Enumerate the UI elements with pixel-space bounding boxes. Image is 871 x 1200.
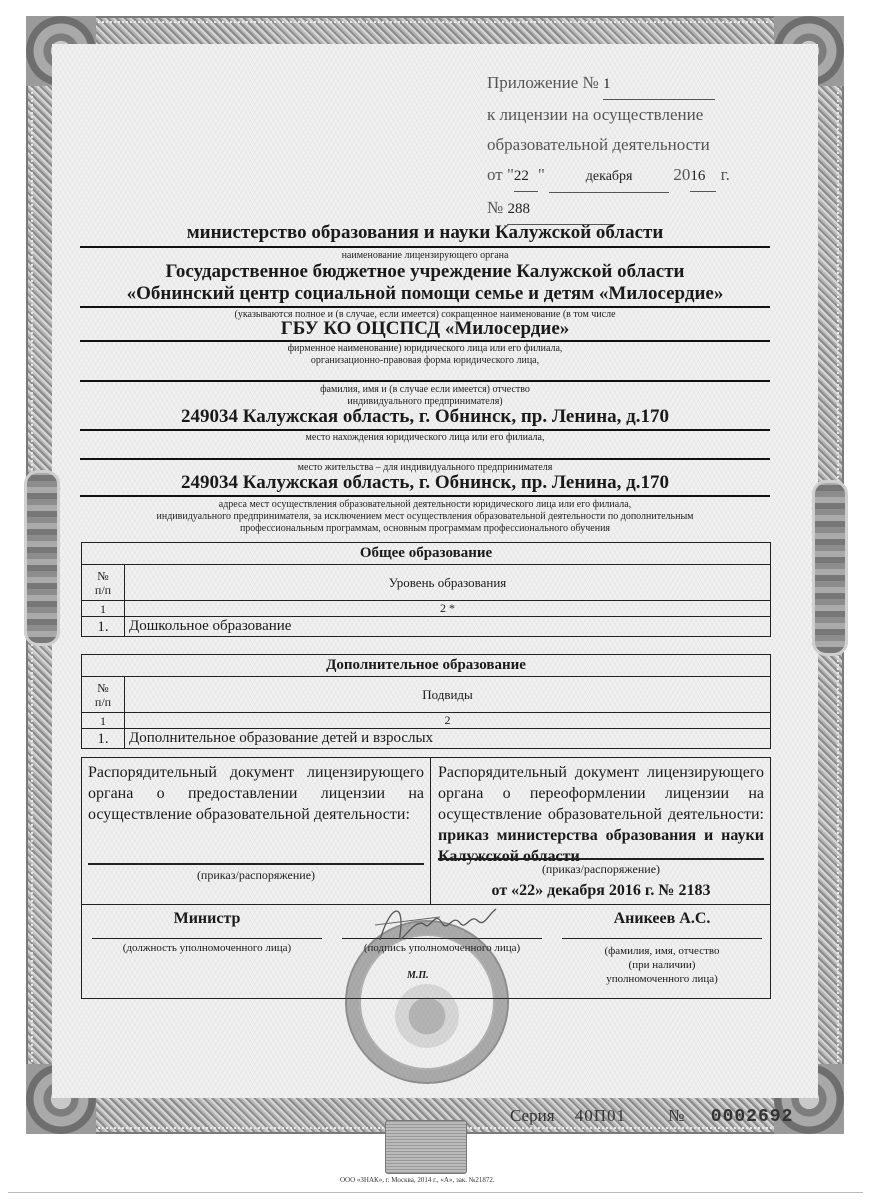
year-suffix: 16 bbox=[690, 161, 716, 192]
index-cell: 2 bbox=[125, 713, 771, 729]
general-education-table bbox=[81, 542, 771, 637]
form-series-number bbox=[510, 1106, 793, 1127]
appendix-prefix: Приложение № bbox=[487, 73, 599, 92]
licensee-caption3-line1: фамилия, имя и (в случае если имеется) отчество bbox=[320, 384, 530, 395]
date-month: декабря bbox=[549, 162, 669, 193]
rule bbox=[80, 429, 770, 431]
date-day: 22 bbox=[514, 161, 538, 192]
name-caption-line2: (при наличии) bbox=[628, 959, 696, 971]
num-header-line2: п/п bbox=[94, 694, 112, 709]
reissue-order-text bbox=[438, 762, 764, 867]
grant-order-text: Распорядительный документ лицензирующего органа о предоставлении лицензии на осуществление образовательной деятельности: bbox=[88, 764, 424, 823]
licensee-short-name: ГБУ КО ОЦСПСД «Милосердие» bbox=[280, 318, 570, 339]
level-column-header: Уровень образования bbox=[125, 565, 771, 601]
legal-address-caption: место нахождения юридического лица или его филиала, bbox=[305, 432, 545, 443]
reissue-order-bold: приказ министерства образования и науки Калужской области bbox=[438, 827, 764, 865]
licensee-name-line1: Государственное бюджетное учреждение Калужской области bbox=[165, 261, 685, 282]
licensee-caption3-line2: индивидуального предпринимателя) bbox=[347, 396, 503, 407]
residence-caption: место жительства – для индивидуального предпринимателя bbox=[297, 462, 553, 473]
year-prefix: 20 bbox=[673, 165, 691, 184]
rule bbox=[80, 495, 770, 497]
coat-of-arms-icon bbox=[395, 984, 459, 1048]
activity-caption-line2: индивидуального предпринимателя, за исключением мест осуществления образовательной деятельности по дополнительным bbox=[156, 511, 694, 522]
form-number-label: № bbox=[668, 1106, 685, 1125]
row-number: 1. bbox=[82, 729, 125, 749]
printer-imprint: ООО «ЗНАК», г. Москва, 2014 г., «А», зак. №21872. bbox=[340, 1176, 495, 1184]
num-header-line1: № bbox=[97, 568, 109, 583]
reissue-order-caption: (приказ/распоряжение) bbox=[541, 862, 661, 876]
handwritten-signature bbox=[370, 895, 510, 955]
year-unit: г. bbox=[720, 165, 730, 184]
additional-education-table bbox=[81, 654, 771, 749]
general-education-title: Общее образование bbox=[82, 543, 771, 565]
num-header bbox=[82, 565, 125, 601]
license-no-label: № bbox=[487, 198, 504, 217]
license-number: 288 bbox=[507, 194, 615, 225]
reissue-order-date: от «22» декабря 2016 г. № 2183 bbox=[491, 882, 711, 899]
signatory-name: Аникеев А.С. bbox=[613, 910, 711, 927]
stamp-label: М.П. bbox=[407, 970, 429, 981]
num-header-line1: № bbox=[97, 680, 109, 695]
num-header-line2: п/п bbox=[94, 582, 112, 597]
rule bbox=[88, 863, 424, 865]
legal-address: 249034 Калужская область, г. Обнинск, пр. Ленина, д.170 bbox=[180, 406, 670, 427]
name-caption bbox=[562, 944, 762, 986]
activity-caption-line1: адреса мест осуществления образовательной деятельности юридического лица или его филиала, bbox=[218, 499, 632, 510]
rule bbox=[562, 938, 762, 939]
licensing-body: министерство образования и науки Калужской области bbox=[186, 222, 664, 243]
subtype-column-header: Подвиды bbox=[125, 677, 771, 713]
divider bbox=[430, 758, 431, 904]
signature-caption: (подпись уполномоченного лица) bbox=[363, 942, 521, 954]
education-subtype: Дополнительное образование детей и взрослых bbox=[125, 729, 771, 749]
appendix-number: 1 bbox=[603, 69, 715, 100]
licensee-name-line2: «Обнинский центр социальной помощи семье и детям «Милосердие» bbox=[126, 283, 724, 304]
side-ornament-left bbox=[24, 470, 60, 646]
signatory-position: Министр bbox=[173, 910, 241, 927]
rule bbox=[80, 458, 770, 460]
activity-address: 249034 Калужская область, г. Обнинск, пр. Ленина, д.170 bbox=[180, 472, 670, 493]
hologram-plate bbox=[385, 1120, 467, 1174]
appendix-line3: образовательной деятельности bbox=[487, 135, 710, 154]
table-row bbox=[82, 729, 771, 749]
name-caption-line3: уполномоченного лица) bbox=[606, 973, 718, 985]
page-edge bbox=[8, 1192, 863, 1193]
name-caption-line1: (фамилия, имя, отчество bbox=[604, 945, 720, 957]
appendix-line2: к лицензии на осуществление bbox=[487, 105, 704, 124]
index-cell: 1 bbox=[82, 601, 125, 617]
education-level: Дошкольное образование bbox=[125, 617, 771, 637]
form-number: 0002692 bbox=[710, 1107, 794, 1127]
licensee-caption1: (указываются полное и (в случае, если имеется) сокращенное наименование (в том числе bbox=[234, 309, 616, 320]
licensee-caption2-line1: фирменное наименование) юридического лица или его филиала, bbox=[287, 343, 563, 354]
table-row bbox=[82, 617, 771, 637]
rule bbox=[80, 380, 770, 382]
rule bbox=[92, 938, 322, 939]
activity-caption-line3: профессиональным программам, основным программам профессионального обучения bbox=[239, 523, 611, 534]
row-number: 1. bbox=[82, 617, 125, 637]
licensing-body-caption: наименование лицензирующего органа bbox=[341, 250, 509, 261]
licensee-caption2-line2: организационно-правовая форма юридического лица, bbox=[310, 355, 540, 366]
index-cell: 2 * bbox=[125, 601, 771, 617]
date-prefix: от bbox=[487, 165, 503, 184]
appendix-header: Приложение № 1 к лицензии на осуществление образовательной деятельности от "22 " декабря 2016 г. № 288 bbox=[487, 68, 737, 225]
side-ornament-right bbox=[812, 480, 848, 656]
rule bbox=[80, 340, 770, 342]
rule bbox=[80, 246, 770, 248]
reissue-order-plain: Распорядительный документ лицензирующего органа о переоформлении лицензии на осуществление образовательной деятельности: bbox=[438, 764, 764, 823]
num-header bbox=[82, 677, 125, 713]
series-value: 40П01 bbox=[574, 1106, 627, 1125]
series-label: Серия bbox=[510, 1106, 555, 1125]
rule bbox=[438, 858, 764, 860]
grant-order-caption: (приказ/распоряжение) bbox=[196, 868, 316, 882]
additional-education-title: Дополнительное образование bbox=[82, 655, 771, 677]
index-cell: 1 bbox=[82, 713, 125, 729]
rule bbox=[80, 306, 770, 308]
position-caption: (должность уполномоченного лица) bbox=[122, 942, 292, 954]
